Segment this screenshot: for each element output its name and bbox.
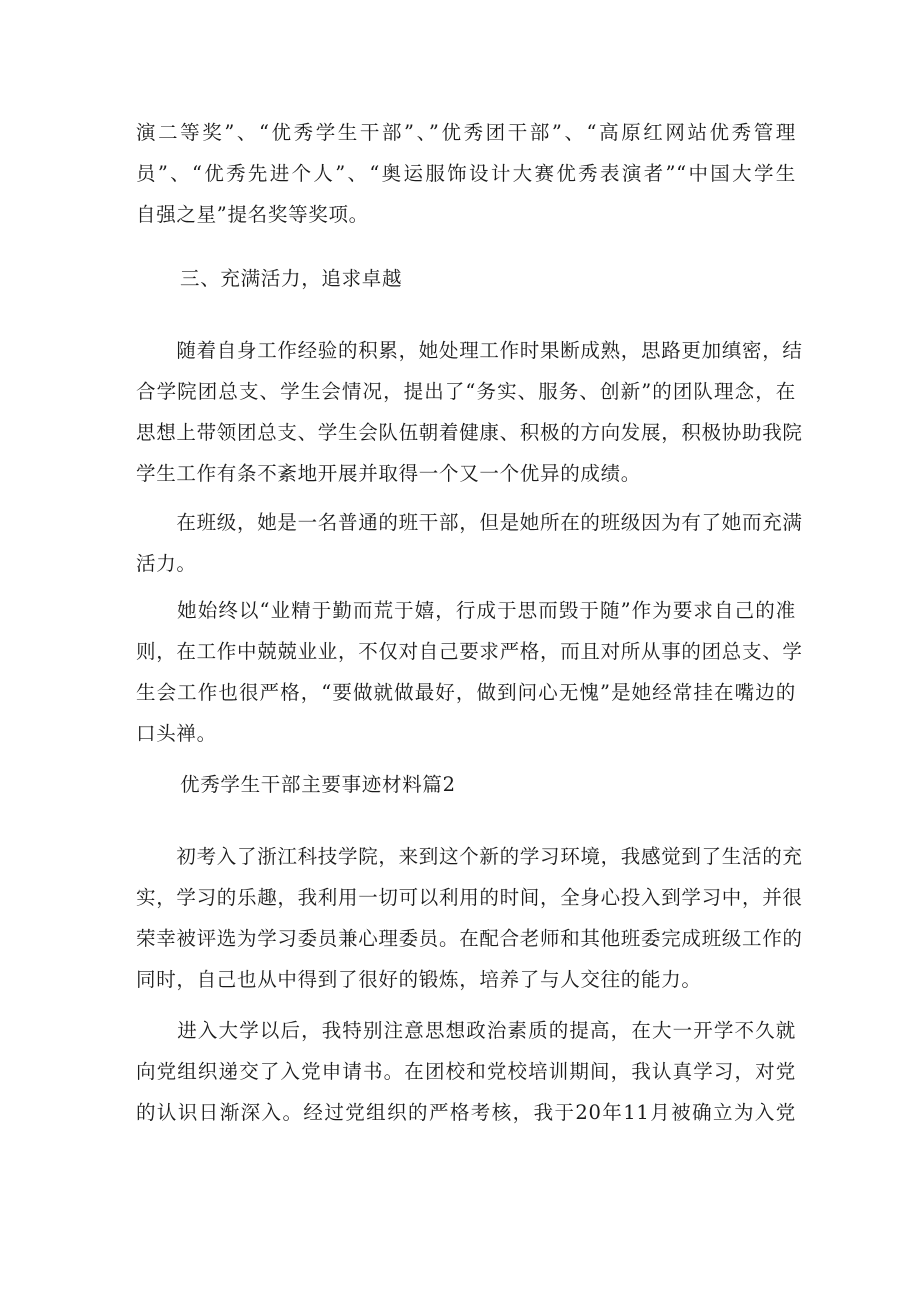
text-line: 生会工作也很严格，“要做就做最好，做到问心无愧”是她经常挂在嘴边的	[136, 681, 796, 704]
section-heading: 三、充满活力，追求卓越	[180, 267, 403, 290]
paragraph-class	[136, 502, 803, 584]
text-line: 学生工作有条不紊地开展并取得一个又一个优异的成绩。	[136, 462, 642, 485]
text-line: 初考入了浙江科技学院，来到这个新的学习环境，我感觉到了生活的充	[136, 845, 803, 868]
paragraph-awards	[136, 112, 796, 235]
paragraph-party	[136, 1010, 796, 1133]
text-line: 同时，自己也从中得到了很好的锻炼，培养了与人交往的能力。	[136, 968, 702, 991]
text-line: 员”、“优秀先进个人”、“奥运服饰设计大赛优秀表演者”“中国大学生	[136, 162, 796, 185]
text-line: 思想上带领团总支、学生会队伍朝着健康、积极的方向发展，积极协助我院	[136, 421, 803, 444]
text-line: 口头禅。	[136, 722, 217, 745]
text-line: 的认识日渐深入。经过党组织的严格考核，我于20年11月被确立为入党	[136, 1101, 796, 1124]
text-line: 则，在工作中兢兢业业，不仅对自己要求严格，而且对所从事的团总支、学	[136, 640, 803, 663]
article-heading: 优秀学生干部主要事迹材料篇2	[180, 773, 456, 796]
text-line: 向党组织递交了入党申请书。在团校和党校培训期间，我认真学习，对党	[136, 1060, 796, 1083]
paragraph-university	[136, 836, 803, 1000]
text-line: 她始终以“业精于勤而荒于嬉，行成于思而毁于随”作为要求自己的准	[136, 599, 796, 622]
text-line: 活力。	[136, 552, 197, 575]
paragraph-experience	[136, 330, 803, 494]
text-line: 演二等奖”、“优秀学生干部”、”优秀团干部”、“高原红网站优秀管理	[136, 121, 796, 144]
paragraph-principle	[136, 590, 803, 754]
text-line: 自强之星”提名奖等奖项。	[136, 203, 369, 226]
text-line: 进入大学以后，我特别注意思想政治素质的提高，在大一开学不久就	[136, 1019, 796, 1042]
text-line: 随着自身工作经验的积累，她处理工作时果断成熟，思路更加缜密，结	[136, 339, 803, 362]
text-line: 合学院团总支、学生会情况，提出了“务实、服务、创新”的团队理念，在	[136, 380, 796, 403]
text-line: 荣幸被评选为学习委员兼心理委员。在配合老师和其他班委完成班级工作的	[136, 927, 803, 950]
text-line: 实，学习的乐趣，我利用一切可以利用的时间，全身心投入到学习中，并很	[136, 886, 803, 909]
text-line: 在班级，她是一名普通的班干部，但是她所在的班级因为有了她而充满	[136, 511, 803, 534]
